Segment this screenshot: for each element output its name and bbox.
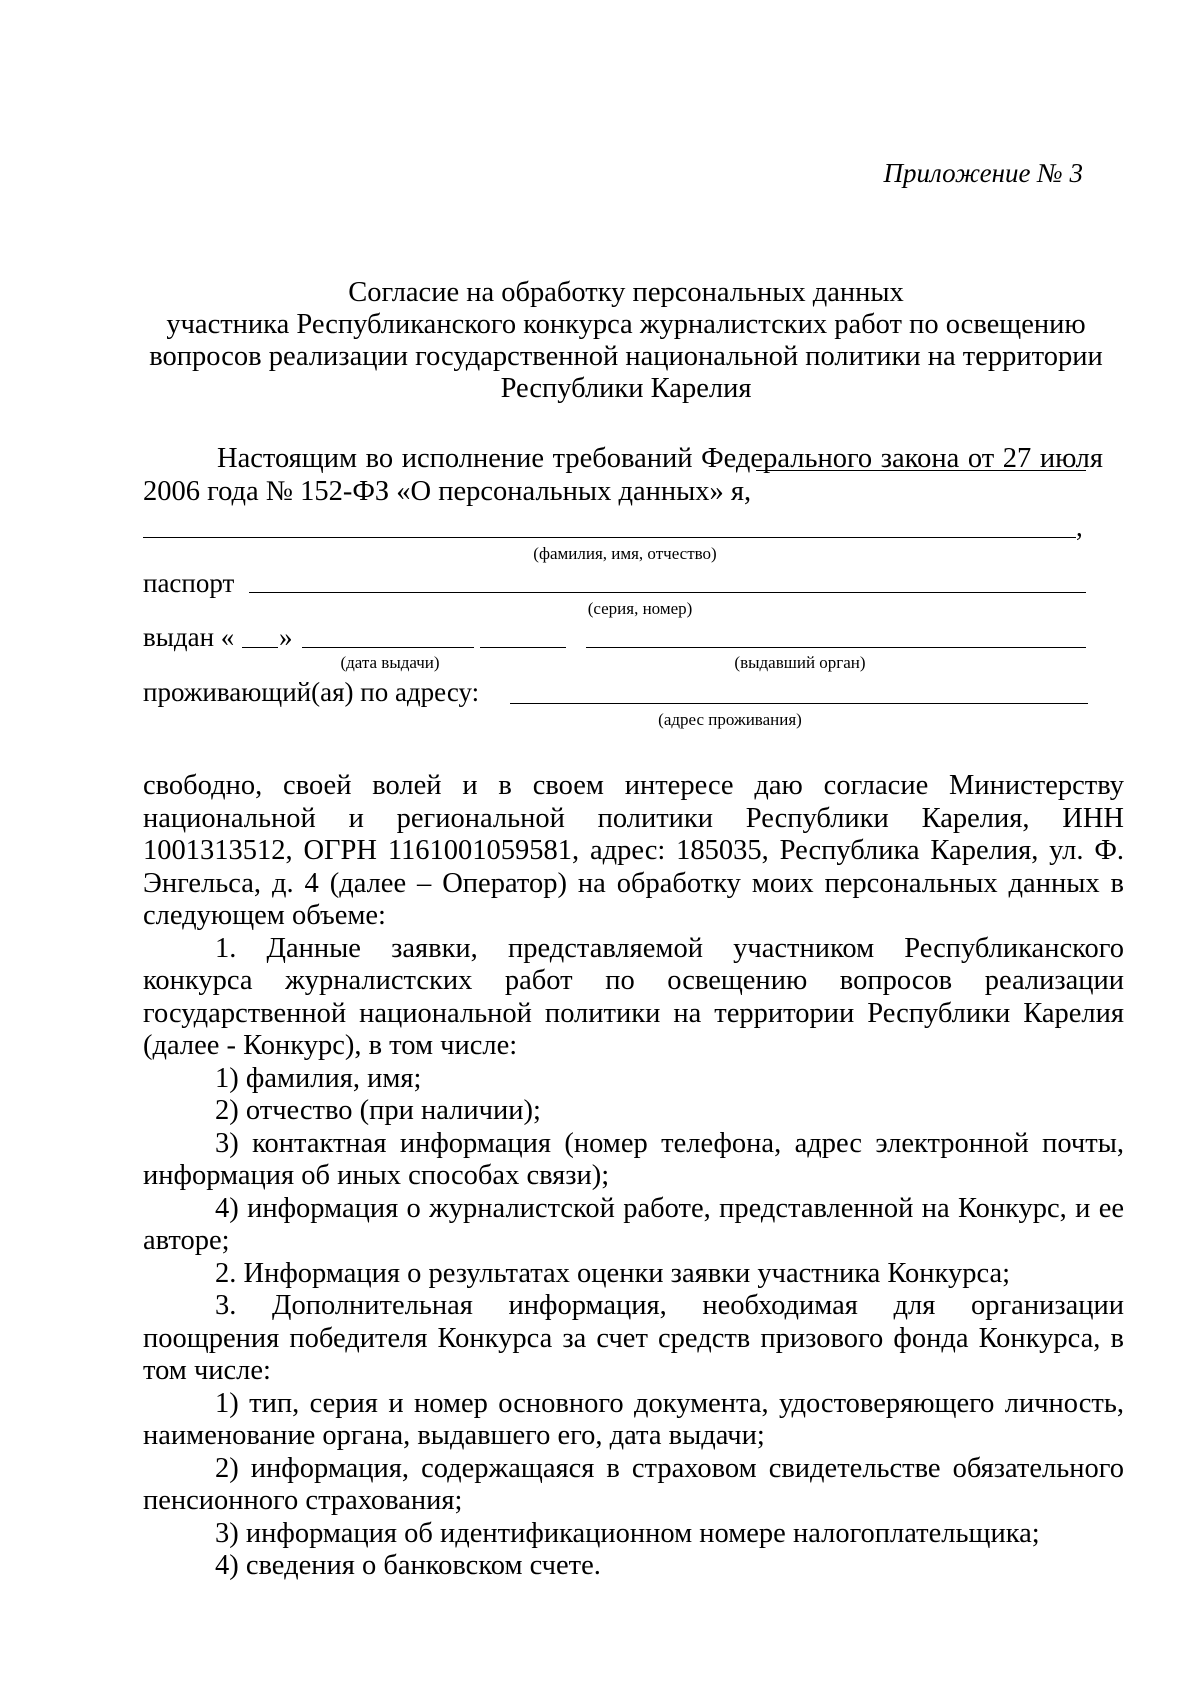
issuer-blank[interactable] <box>586 647 1086 648</box>
paragraph-item-3-4: 4) сведения о банковском счете. <box>215 1550 601 1581</box>
intro-paragraph: Настоящим во исполнение требований Федерального закона от 27 июля 2006 года № 152-ФЗ «О персональных данных» я, <box>143 443 1103 507</box>
appendix-label: Приложение № 3 <box>883 158 1083 188</box>
issue-year-blank[interactable] <box>480 647 566 648</box>
paragraph-item-2: 2. Информация о результатах оценки заявки участника Конкурса; <box>215 1257 1011 1289</box>
paragraph-item-3-1: 1) тип, серия и номер основного документа, удостоверяющего личность, наименование органа, выдавшего его, дата выдачи; <box>143 1387 1124 1451</box>
issuer-caption: (выдавший орган) <box>734 653 866 672</box>
fio-caption: (фамилия, имя, отчество) <box>533 544 717 563</box>
issued-suffix: » <box>279 622 293 652</box>
paragraph-item-1-4: 4) информация о журналистской работе, представленной на Конкурс, и ее авторе; <box>143 1192 1124 1256</box>
fio-blank-start[interactable] <box>756 470 1086 471</box>
paragraph-consent: свободно, своей волей и в своем интересе даю согласие Министерству национальной и региональной политики Республики Карелия, ИНН 1001313512, ОГРН 1161001059581, адрес: 185035, Республика Карелия, ул. Ф. Энгельса, д. 4 (далее – Оператор) на обработку моих персональных данных в следующем объеме: <box>143 770 1124 931</box>
passport-label: паспорт <box>143 568 235 598</box>
document-title <box>140 277 1112 405</box>
paragraph-item-1-2: 2) отчество (при наличии); <box>215 1095 541 1126</box>
title-line-4: Республики Карелия <box>500 373 752 404</box>
paragraph-item-3: 3. Дополнительная информация, необходимая для организации поощрения победителя Конкурса за счет средств призового фонда Конкурса, в том числе: <box>143 1290 1124 1386</box>
address-blank[interactable] <box>510 703 1088 704</box>
issue-date-caption: (дата выдачи) <box>340 653 440 672</box>
passport-caption: (серия, номер) <box>587 599 693 618</box>
title-line-2: участника Республиканского конкурса журналистских работ по освещению <box>166 309 1086 340</box>
issued-prefix: выдан « <box>143 622 235 652</box>
title-line-1: Согласие на обработку персональных данных <box>348 277 904 308</box>
fio-blank[interactable] <box>143 537 1076 538</box>
consent-body <box>143 770 1124 1583</box>
address-caption: (адрес проживания) <box>658 710 802 729</box>
paragraph-item-3-3: 3) информация об идентификационном номере налогоплательщика; <box>215 1517 1040 1549</box>
title-line-3: вопросов реализации государственной национальной политики на территории <box>149 341 1103 372</box>
fio-comma: , <box>1076 512 1083 542</box>
paragraph-item-1-3: 3) контактная информация (номер телефона, адрес электронной почты, информация об иных способах связи); <box>143 1127 1124 1191</box>
issue-day-blank[interactable] <box>242 647 278 648</box>
address-label: проживающий(ая) по адресу: <box>143 677 480 707</box>
paragraph-item-1-1: 1) фамилия, имя; <box>215 1062 422 1094</box>
issue-month-blank[interactable] <box>302 647 474 648</box>
paragraph-item-1: 1. Данные заявки, представляемой участником Республиканского конкурса журналистских работ по освещению вопросов реализации государственной национальной политики на территории Республики Карелия (далее - Конкурс), в том числе: <box>143 932 1124 1061</box>
passport-blank[interactable] <box>249 592 1086 593</box>
paragraph-item-3-2: 2) информация, содержащаяся в страховом свидетельстве обязательного пенсионного страхования; <box>143 1452 1124 1516</box>
